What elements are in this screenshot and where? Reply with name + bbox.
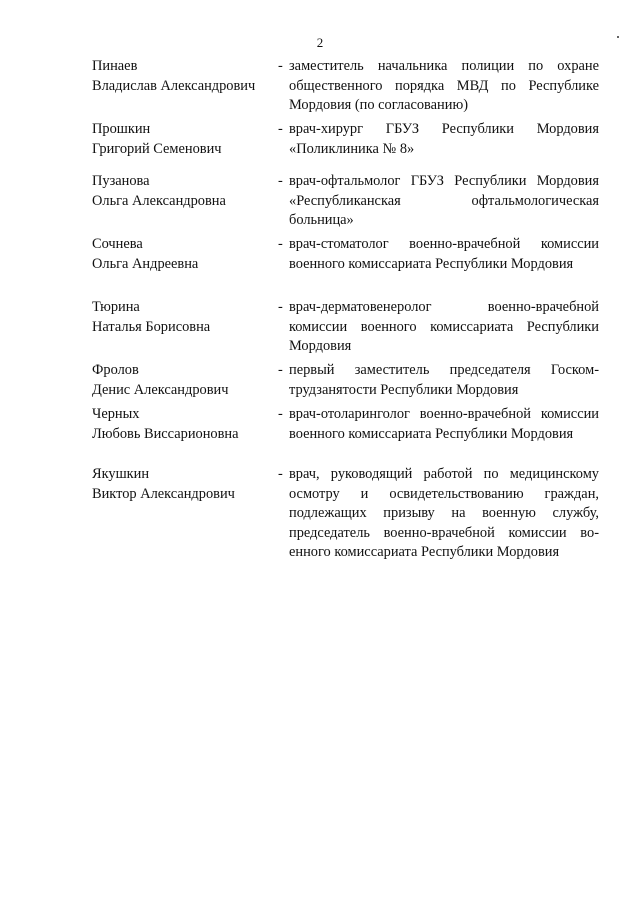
dash-separator: - xyxy=(278,362,283,378)
position-description: заместитель начальника полиции по охране общественного порядка МВД по Республике Мордовия (по согласованию) xyxy=(289,58,599,114)
person-name xyxy=(92,298,282,337)
position-description: врач-дерматовенеролог военно-врачебной комиссии военного комиссариата Республики Мордовия xyxy=(289,299,599,355)
position-description: врач-хирург ГБУЗ Республики Мордовия «Поликлиника № 8» xyxy=(289,121,599,157)
dash-separator: - xyxy=(278,299,283,315)
scan-mark xyxy=(617,36,619,38)
dash-separator: - xyxy=(278,173,283,189)
given-names: Наталья Борисовна xyxy=(92,318,211,335)
position-description: первый заместитель председателя Госкомтрудзанятости Республики Мордовия xyxy=(289,362,599,398)
dash-separator: - xyxy=(278,236,283,252)
dash-separator: - xyxy=(278,121,283,137)
surname: Сочнева xyxy=(92,236,143,252)
person-name xyxy=(92,172,282,211)
given-names: Любовь Виссарионовна xyxy=(92,425,239,442)
given-names: Ольга Александровна xyxy=(92,192,226,209)
person-name xyxy=(92,405,282,444)
surname: Пузанова xyxy=(92,173,150,189)
surname: Тюрина xyxy=(92,299,140,315)
dash-separator: - xyxy=(278,466,283,482)
page-number: 2 xyxy=(316,35,324,50)
dash-separator: - xyxy=(278,406,283,422)
person-name xyxy=(92,465,282,504)
surname: Фролов xyxy=(92,362,139,378)
position-description: врач, руководящий работой по медицинскому осмотру и освидетельствованию граждан, подлежащих призыву на военную службу, председатель военно-врачебной комиссии военного комиссариата Республики Мордовия xyxy=(289,466,599,561)
person-name xyxy=(92,361,282,400)
dash-separator: - xyxy=(278,58,283,74)
surname: Прошкин xyxy=(92,121,151,137)
position-description: врач-стоматолог военно-врачебной комиссии военного комиссариата Республики Мордовия xyxy=(289,236,599,272)
given-names: Ольга Андреевна xyxy=(92,255,199,272)
surname: Черных xyxy=(92,406,140,422)
given-names: Денис Александрович xyxy=(92,381,229,398)
position-description: врач-отоларинголог военно-врачебной комиссии военного комиссариата Республики Мордовия xyxy=(289,406,599,442)
person-name xyxy=(92,235,282,274)
surname: Пинаев xyxy=(92,58,138,74)
person-name xyxy=(92,57,282,96)
given-names: Владислав Александрович xyxy=(92,77,256,94)
surname: Якушкин xyxy=(92,466,150,482)
position-description: врач-офтальмолог ГБУЗ Республики Мордовия «Республиканская офтальмологическая больница» xyxy=(289,173,599,229)
given-names: Виктор Александрович xyxy=(92,485,235,502)
given-names: Григорий Семенович xyxy=(92,140,222,157)
person-name xyxy=(92,120,282,159)
